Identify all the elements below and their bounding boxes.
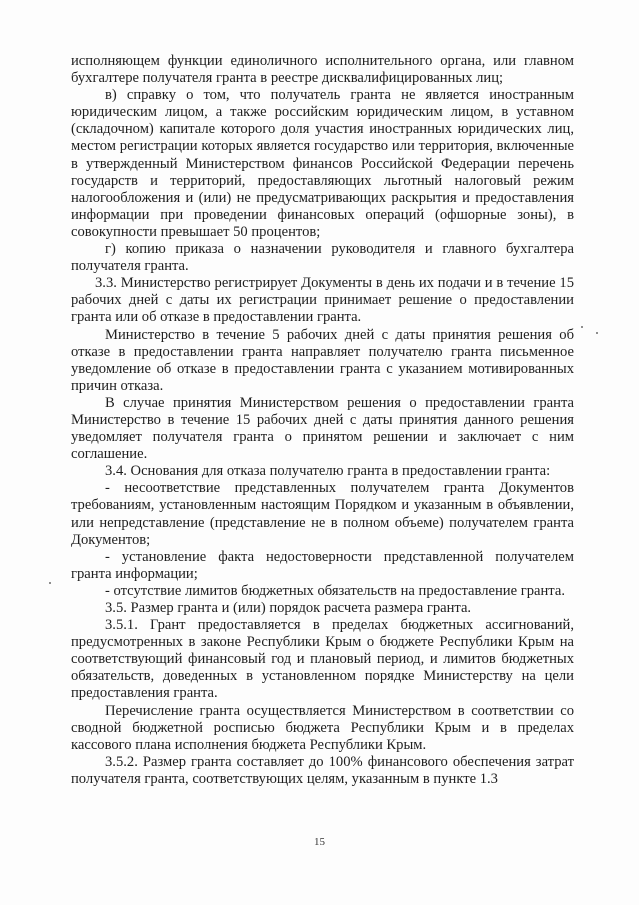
scan-speck bbox=[581, 326, 583, 328]
paragraph-item-v: в) справку о том, что получатель гранта не является иностранным юридическим лицом, а также российским юридическим лицом, в уставном (складочном) капитале которого доля участия иностранных юридических лиц, местом регистрации которых является государство или территория, включенные в утвержденный Министерством финансов Российской Федерации перечень государств и территорий, предоставляющих льготный налоговый режим налогообложения и (или) не предусматривающих раскрытия и предоставления информации при проведении финансовых операций (офшорные зоны), в совокупности превышает 50 процентов; bbox=[71, 87, 574, 240]
scan-speck bbox=[596, 332, 598, 334]
paragraph-3-4: 3.4. Основания для отказа получателю гранта в предоставлении гранта: bbox=[105, 463, 551, 480]
paragraph-item-g: г) копию приказа о назначении руководителя и главного бухгалтера получателя гранта. bbox=[71, 241, 574, 275]
paragraph-3-3: 3.3. Министерство регистрирует Документы в день их подачи и в течение 15 рабочих дней с даты их регистрации принимает решение о предоставлении гранта или об отказе в предоставлении гранта. bbox=[71, 275, 574, 326]
paragraph-refusal-notice: Министерство в течение 5 рабочих дней с даты принятия решения об отказе в предоставлении гранта направляет получателю гранта письменное уведомление об отказе в предоставлении гранта с указанием мотивированных причин отказа. bbox=[71, 326, 574, 394]
scan-speck bbox=[49, 582, 51, 584]
document-body bbox=[71, 53, 574, 788]
page-number: 15 bbox=[314, 836, 325, 848]
paragraph-3-5: 3.5. Размер гранта и (или) порядок расчета размера гранта. bbox=[105, 600, 472, 616]
paragraph-grant-decision: В случае принятия Министерством решения о предоставлении гранта Министерство в течение 15 рабочих дней с даты принятия данного решения уведомляет получателя гранта о принятом решении и заключает с ним соглашение. bbox=[71, 394, 574, 463]
paragraph-3-5-2: 3.5.2. Размер гранта составляет до 100% финансового обеспечения затрат получателя гранта, соответствующих целям, указанным в пункте 1.3 bbox=[71, 753, 574, 787]
list-item-noncompliance: - несоответствие представленных получателем гранта Документов требованиям, установленным настоящим Порядком и указанным в объявлении, или непредставление (представление не в полном объеме) получателем гранта Документов; bbox=[71, 480, 574, 548]
paragraph-3-5-1: 3.5.1. Грант предоставляется в пределах бюджетных ассигнований, предусмотренных в законе Республики Крым о бюджете Республики Крым на соответствующий финансовый год и плановый период, и лимитов бюджетных обязательств, доведенных в установленном порядке Министерству на цели предоставления гранта. bbox=[71, 617, 574, 702]
list-item-false-info: - установление факта недостоверности представленной получателем гранта информации; bbox=[71, 548, 574, 582]
list-item-no-limits: - отсутствие лимитов бюджетных обязательств на предоставление гранта. bbox=[105, 582, 565, 599]
paragraph-continuation: исполняющем функции единоличного исполнительного органа, или главном бухгалтере получателя гранта в реестре дисквалифицированных лиц; bbox=[71, 53, 574, 87]
paragraph-transfer: Перечисление гранта осуществляется Министерством в соответствии со сводной бюджетной росписью бюджета Республики Крым и в пределах кассового плана исполнения бюджета Республики Крым. bbox=[71, 702, 574, 753]
